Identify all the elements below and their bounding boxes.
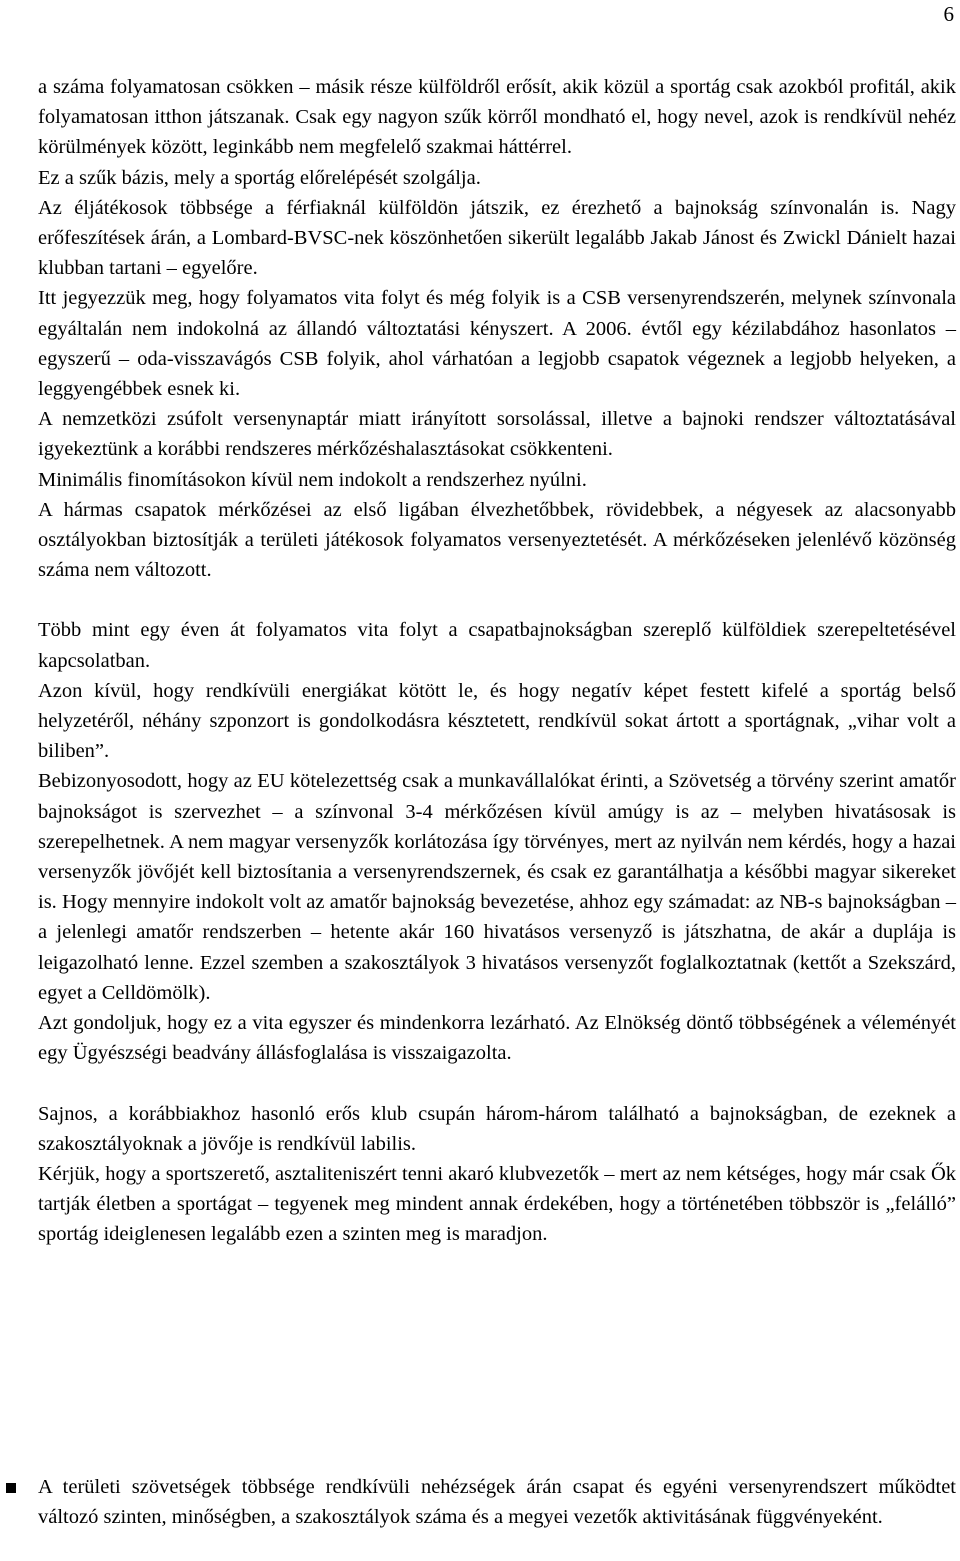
paragraph: Itt jegyezzük meg, hogy folyamatos vita folyt és még folyik is a CSB versenyrendszerén, melynek színvonala egyáltalán nem indokolná az állandó változtatási kényszert. A 2006. évtől egy kézilabdához hasonlatos – egyszerű – oda-visszavágós CSB folyik, ahol várhatóan a legjobb csapatok végeznek a legjobb helyeken, a leggyengébbek esnek ki. bbox=[38, 287, 956, 401]
paragraph: Több mint egy éven át folyamatos vita folyt a csapatbajnokságban szereplő külföldiek szerepeltetésével kapcsolatban. bbox=[38, 619, 956, 672]
paragraph: Az éljátékosok többsége a férfiaknál külföldön játszik, ez érezhető a bajnokság színvonalán is. Nagy erőfeszítések árán, a Lombard-BVSC-nek köszönhetően sikerült legalább Jakab Jánost és Zwickl Dánielt hazai klubban tartani – egyelőre. bbox=[38, 196, 956, 280]
paragraph: Bebizonyosodott, hogy az EU kötelezettség csak a munkavállalókat érinti, a Szövetség a törvény szerint amatőr bajnokságot is szervezhet – a színvonal 3-4 mérkőzésen kívül amúgy is az – melyben hivatásosak is szerepelhetnek. A nem magyar versenyzők korlátozása így törvényes, mert az nyilván nem kérdés, hogy a hazai versenyzők jövőjét kell biztosítania a versenyrendszernek, és csak ez garantálhatja a későbbi magyar sikereket is. Hogy mennyire indokolt volt az amatőr bajnokság bevezetése, ahhoz egy számadat: az NB-s bajnokságban – a jelenlegi amatőr rendszerben – hetente akár 160 hivatásos versenyző is játszhatna, de akár a duplája is leigazolható lenne. Ezzel szemben a szakosztályok 3 hivatásos versenyzőt foglalkoztatnak (kettőt a Szekszárd, egyet a Celldömölk). bbox=[38, 770, 956, 1004]
paragraph: Minimális finomításokon kívül nem indokolt a rendszerhez nyúlni. bbox=[38, 468, 587, 491]
document-body bbox=[38, 72, 956, 1250]
paragraph-spacer bbox=[38, 585, 956, 615]
paragraph: a száma folyamatosan csökken – másik része külföldről erősít, akik közül a sportág csak azokból profitál, akik folyamatosan itthon játszanak. Csak egy nagyon szűk körről mondható el, hogy nevel, azok is rendkívül nehéz körülmények között, leginkább nem megfelelő szakmai háttérrel. bbox=[38, 76, 956, 159]
paragraph-spacer bbox=[38, 1069, 956, 1099]
paragraph: Ez a szűk bázis, mely a sportág előrelépését szolgálja. bbox=[38, 166, 481, 189]
square-bullet-icon bbox=[6, 1483, 16, 1493]
page-number: 6 bbox=[943, 2, 954, 26]
bullet-item bbox=[38, 1472, 956, 1532]
paragraph: Azon kívül, hogy rendkívüli energiákat kötött le, és hogy negatív képet festett kifelé a sportág belső helyzetéről, néhány szponzort is gondolkodásra késztetett, rendkívül sokat ártott a sportágnak, „vihar volt a biliben”. bbox=[38, 679, 956, 763]
paragraph: Azt gondoljuk, hogy ez a vita egyszer és mindenkorra lezárható. Az Elnökség döntő többségének a véleményét egy Ügyészségi beadvány állásfoglalása is visszaigazolta. bbox=[38, 1012, 956, 1065]
paragraph: Sajnos, a korábbiakhoz hasonló erős klub csupán három-három található a bajnokságban, de ezeknek a szakosztályoknak a jövője is rendkívül labilis. bbox=[38, 1102, 956, 1155]
paragraph: A hármas csapatok mérkőzései az első ligában élvezhetőbbek, rövidebbek, a négyesek az alacsonyabb osztályokban biztosítják a területi játékosok folyamatos versenyeztetését. A mérkőzéseken jelenlévő közönség száma nem változott. bbox=[38, 498, 956, 582]
paragraph: A nemzetközi zsúfolt versenynaptár miatt irányított sorsolással, illetve a bajnoki rendszer változtatásával igyekeztünk a korábbi rendszeres mérkőzéshalasztásokat csökkenteni. bbox=[38, 408, 956, 461]
bullet-text: A területi szövetségek többsége rendkívüli nehézségek árán csapat és egyéni versenyrendszert működtet változó szinten, minőségben, a szakosztályok száma és a megyei vezetők aktivitásának függvényeként. bbox=[38, 1476, 956, 1529]
paragraph: Kérjük, hogy a sportszerető, asztaliteniszért tenni akaró klubvezetők – mert az nem kétséges, hogy már csak Ők tartják életben a sportágat – tegyenek meg mindent annak érdekében, hogy a történetében többször is „felálló” sportág ideiglenesen legalább ezen a szinten meg is maradjon. bbox=[38, 1162, 956, 1246]
